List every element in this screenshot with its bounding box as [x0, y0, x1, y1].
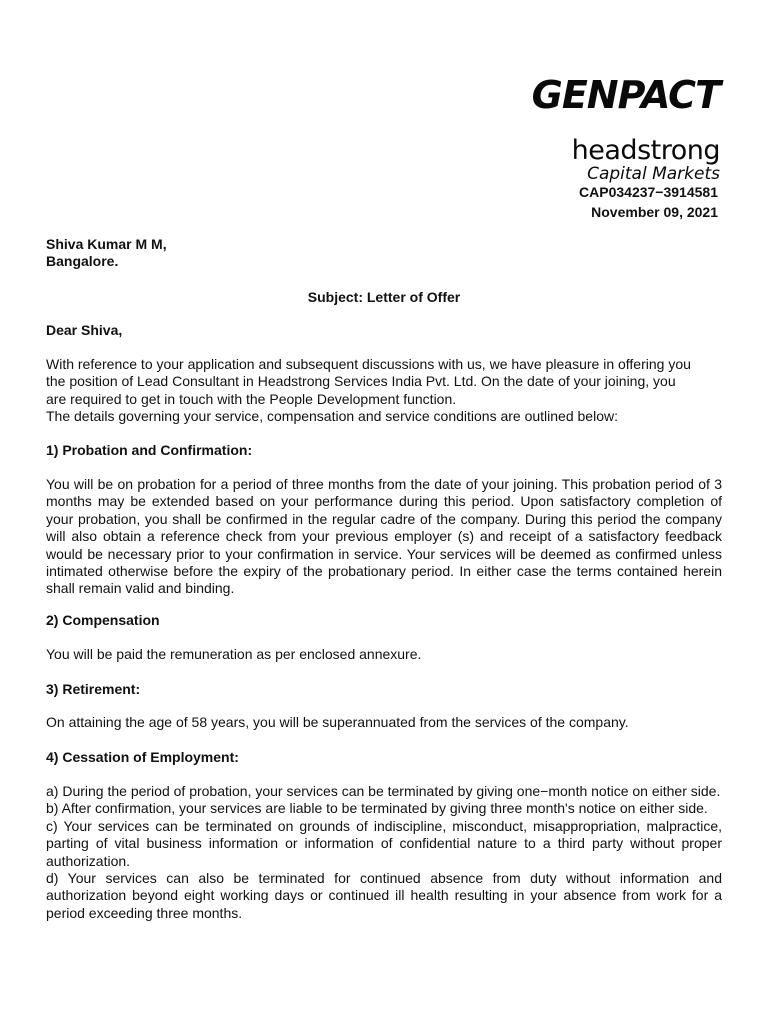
recipient-city: Bangalore.	[46, 253, 119, 270]
genpact-logo: GENPACT	[531, 73, 720, 117]
section-text-probation: You will be on probation for a period of three months from the date of your joining. This probation period of 3 months may be extended based on your performance during this period. Upon satisfactory completion of your probation, you shall be confirmed in the regular cadre of the company. During this period the company will also obtain a reference check from your previous employer (s) and receipt of a satisfactory feedback would be necessary prior to your confirmation in service. Your services will be deemed as confirmed unless intimated otherwise before the expiry of the probationary period. In either case the terms contained herein shall remain valid and binding.	[46, 476, 722, 597]
headstrong-logo: headstrong	[571, 135, 720, 166]
section-text-retirement: On attaining the age of 58 years, you will be superannuated from the services of the company.	[46, 714, 629, 730]
letter-date: November 09, 2021	[591, 204, 718, 220]
reference-code: CAP034237−3914581	[579, 184, 718, 200]
section-text-cessation	[46, 783, 722, 922]
intro-line: With reference to your application and subsequent discussions with us, we have pleasure in offering you	[46, 356, 691, 372]
cessation-clause-b: b) After confirmation, your services are liable to be terminated by giving three month's notice on either side.	[46, 800, 708, 817]
intro-line: are required to get in touch with the People Development function.	[46, 390, 457, 407]
intro-line: the position of Lead Consultant in Headstrong Services India Pvt. Ltd. On the date of your joining, you	[46, 373, 676, 390]
section-heading-probation: 1) Probation and Confirmation:	[46, 442, 253, 458]
intro-line: The details governing your service, compensation and service conditions are outlined below:	[46, 408, 618, 425]
recipient-name: Shiva Kumar M M,	[46, 236, 167, 252]
intro-paragraph	[46, 356, 722, 426]
section-heading-compensation: 2) Compensation	[46, 612, 160, 628]
capital-markets-label: Capital Markets	[587, 164, 720, 184]
letter-subject: Subject: Letter of Offer	[307, 289, 461, 305]
section-heading-retirement: 3) Retirement:	[46, 681, 141, 697]
cessation-clause-a: a) During the period of probation, your services can be terminated by giving one−month notice on either side.	[46, 783, 721, 799]
cessation-clause-c: c) Your services can be terminated on grounds of indiscipline, misconduct, misappropriation, malpractice, parting of vital business information or information of confidential nature to a third party without proper authorization.	[46, 817, 722, 869]
salutation: Dear Shiva,	[46, 322, 123, 338]
section-text-compensation: You will be paid the remuneration as per enclosed annexure.	[46, 646, 422, 662]
section-heading-cessation: 4) Cessation of Employment:	[46, 749, 239, 765]
recipient-address	[46, 236, 722, 271]
cessation-clause-d: d) Your services can also be terminated for continued absence from duty without information and authorization beyond eight working days or continued ill health resulting in your absence from work for a period exceeding three months.	[46, 870, 722, 921]
